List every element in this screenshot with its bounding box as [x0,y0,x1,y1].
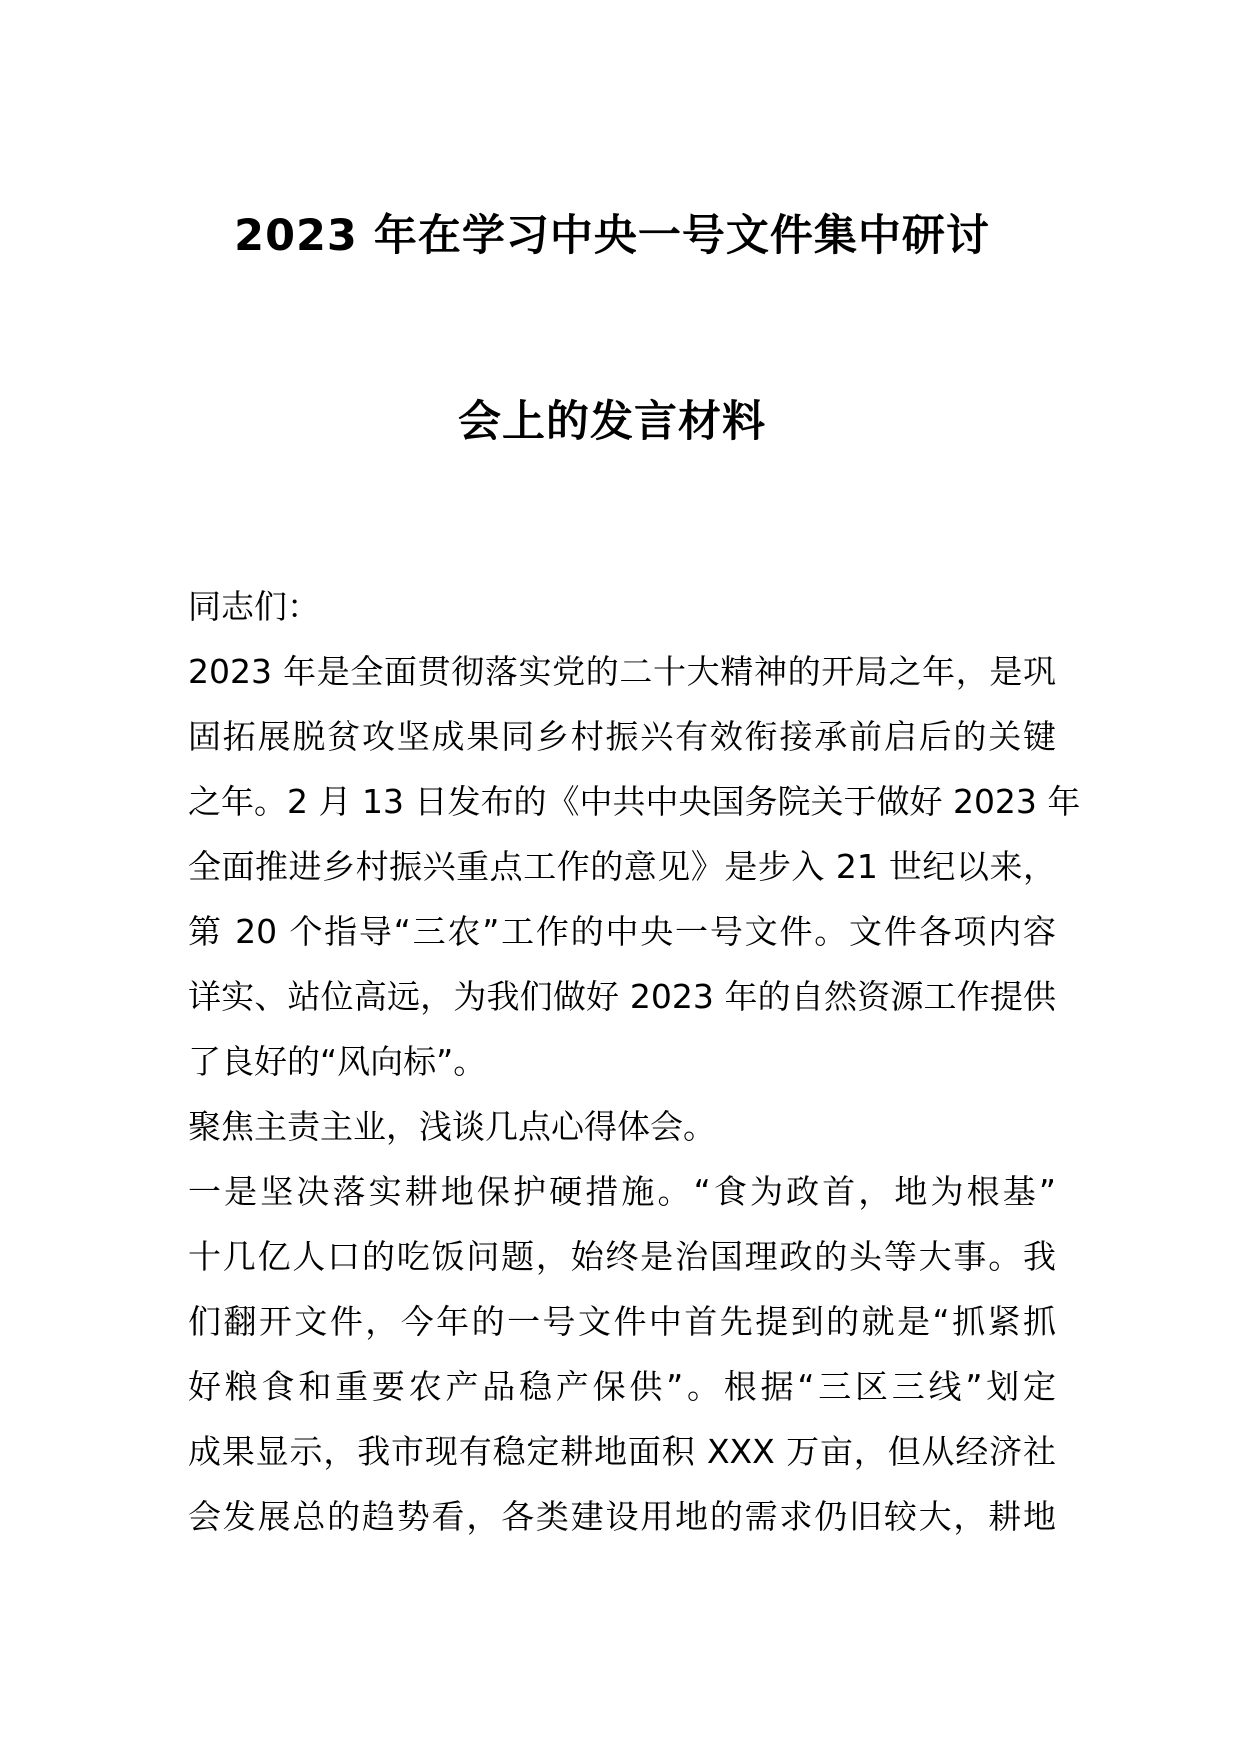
body-line: 之年。2 月 13 日发布的《中共中央国务院关于做好 2023 年 [188,782,1081,821]
body-line: 成果显示，我市现有稳定耕地面积 XXX 万亩，但从经济社 [188,1432,1056,1471]
body-line: 2023 年是全面贯彻落实党的二十大精神的开局之年，是巩 [188,652,1056,691]
body-line: 第 20 个指导“三农”工作的中央一号文件。文件各项内容 [188,912,1056,951]
body-line: 固拓展脱贫攻坚成果同乡村振兴有效衔接承前启后的关键 [188,717,1056,756]
salutation: 同志们： [188,587,320,626]
document-title-line-2: 会上的发言材料 [458,397,766,447]
body-line: 一是坚决落实耕地保护硬措施。“食为政首，地为根基” [188,1172,1056,1211]
body-line: 好粮食和重要农产品稳产保供”。根据“三区三线”划定 [188,1367,1056,1406]
body-line: 全面推进乡村振兴重点工作的意见》是步入 21 世纪以来， [188,847,1056,886]
body-line: 会发展总的趋势看，各类建设用地的需求仍旧较大，耕地 [188,1497,1056,1536]
body-line: 十几亿人口的吃饭问题，始终是治国理政的头等大事。我 [188,1237,1056,1276]
body-line: 聚焦主责主业，浅谈几点心得体会。 [188,1107,716,1146]
body-line: 了良好的“风向标”。 [188,1042,487,1081]
document-body [188,574,1081,1549]
body-line: 们翻开文件，今年的一号文件中首先提到的就是“抓紧抓 [188,1302,1056,1341]
document-title-line-1: 2023 年在学习中央一号文件集中研讨 [234,211,990,261]
body-line: 详实、站位高远，为我们做好 2023 年的自然资源工作提供 [188,977,1056,1016]
